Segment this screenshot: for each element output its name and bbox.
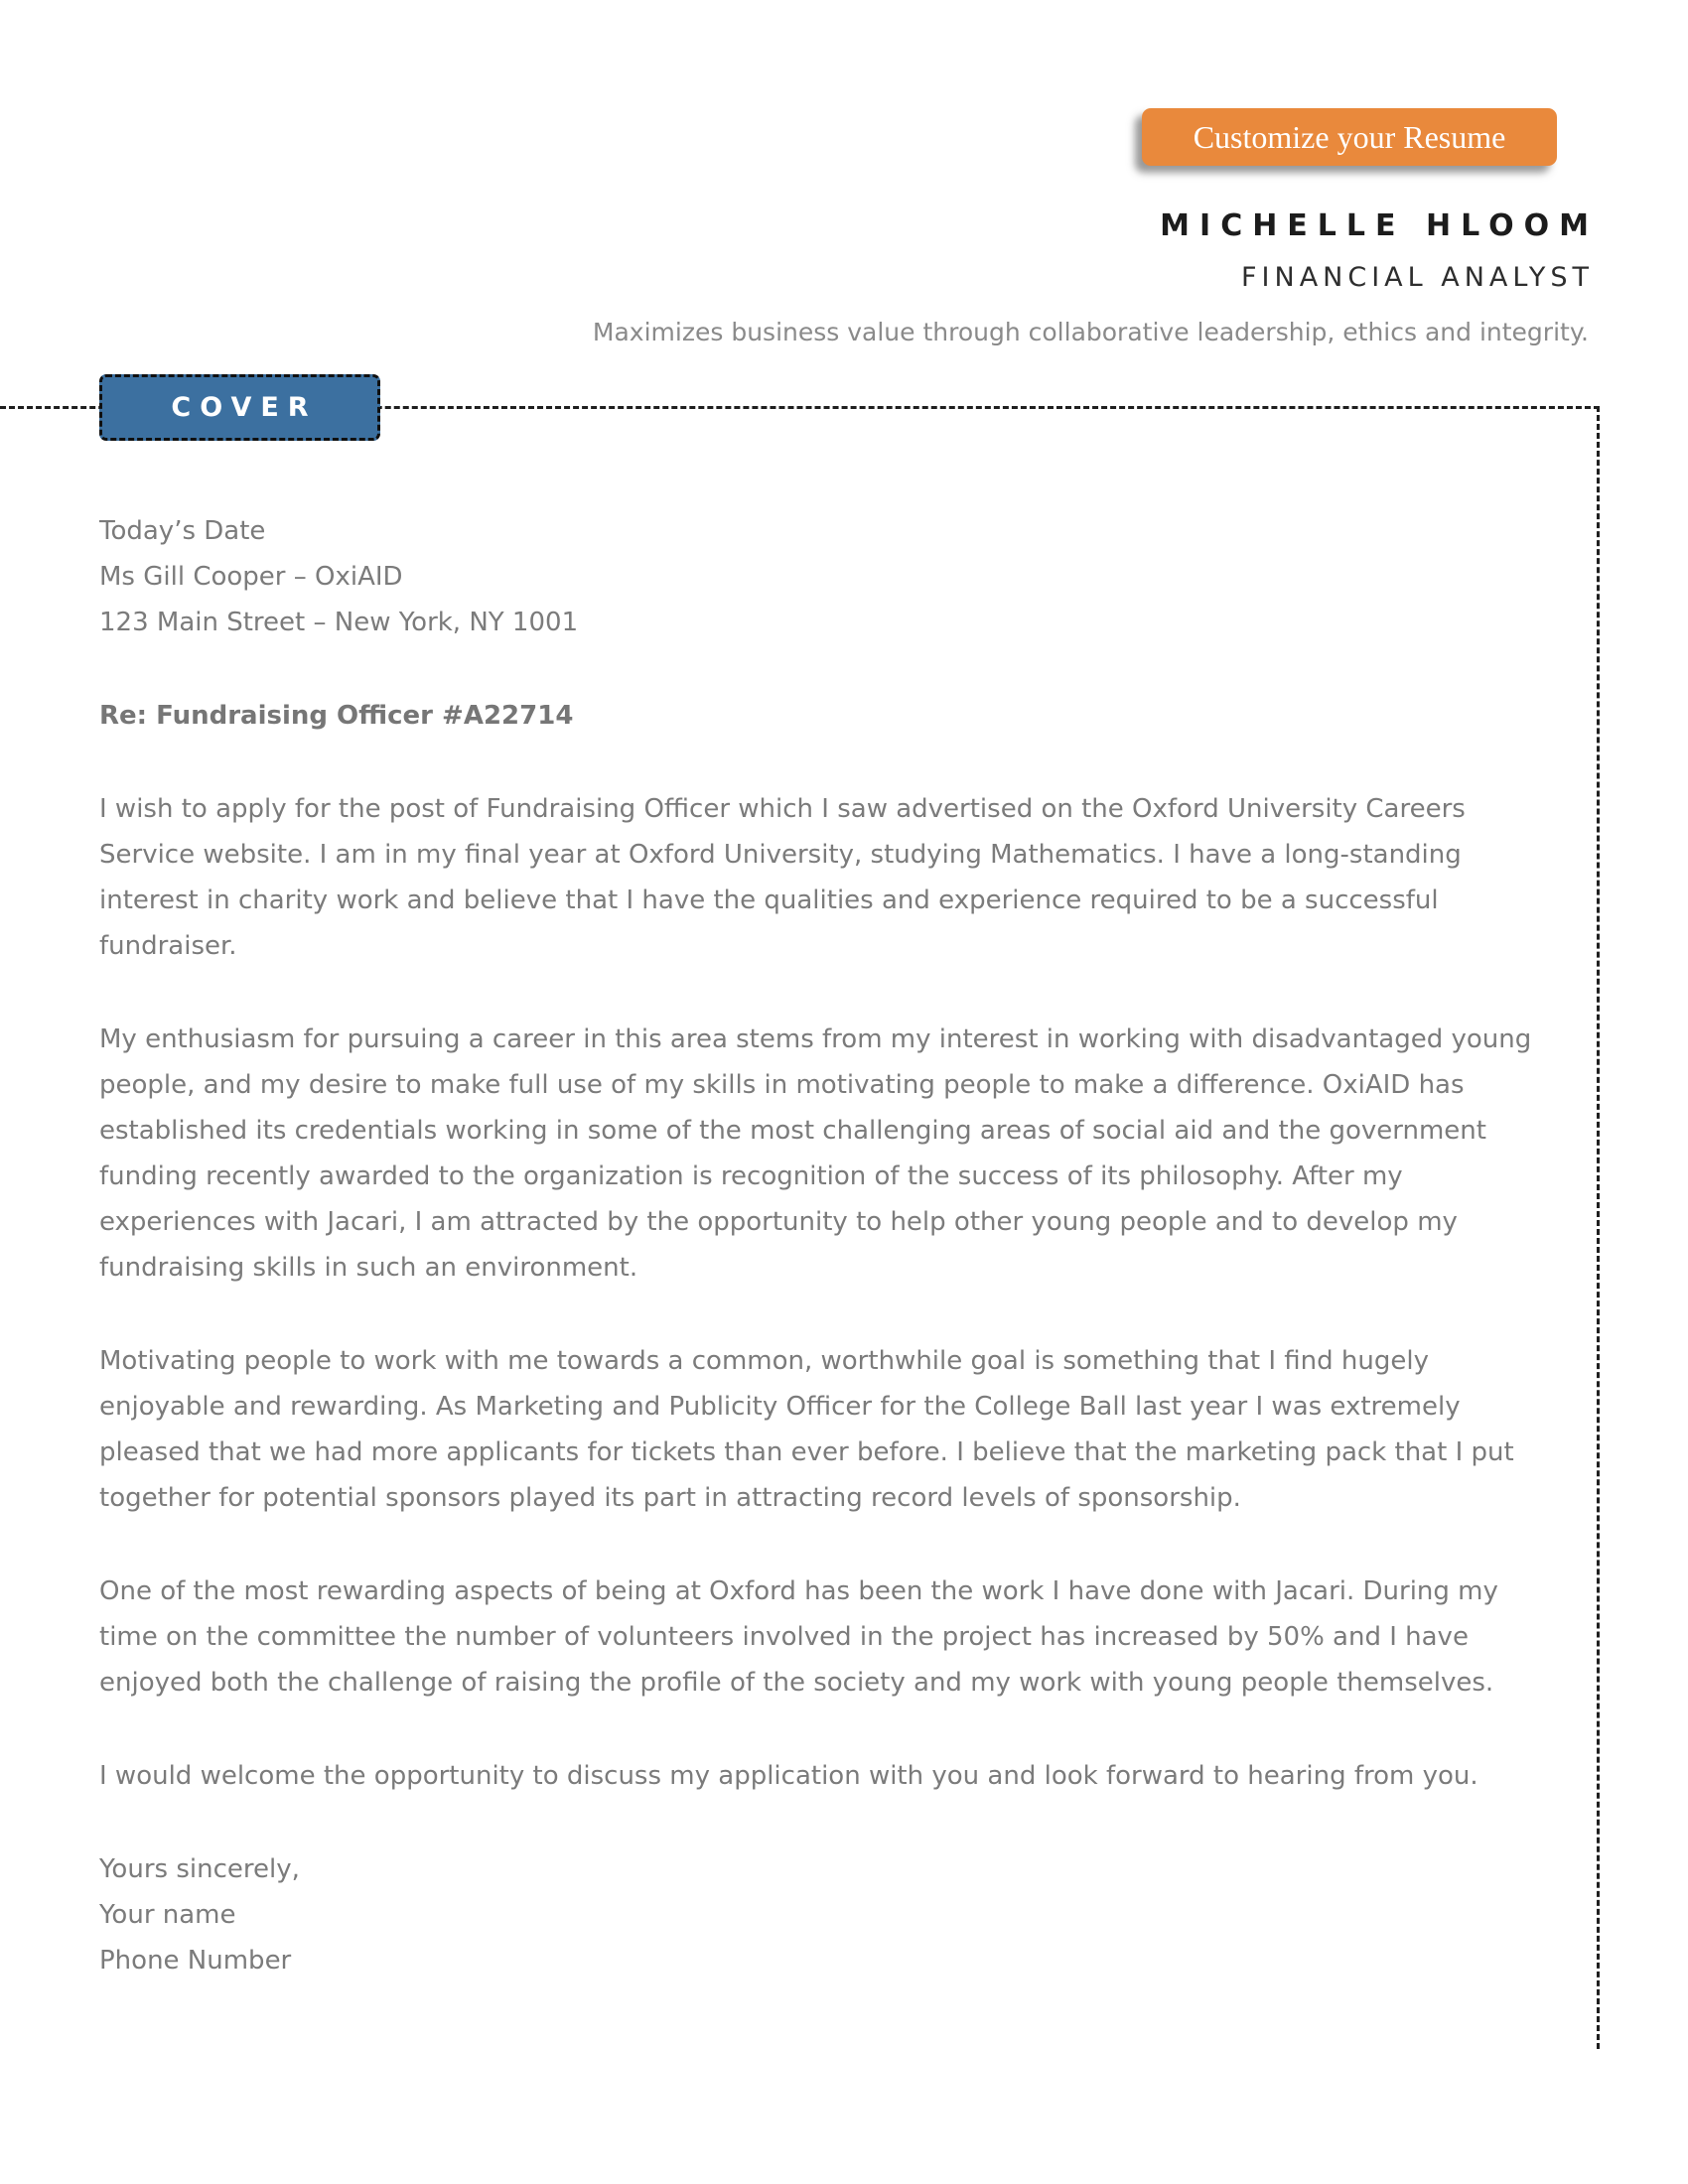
letter-paragraph: Motivating people to work with me towards a common, worthwhile goal is something that I find hugely enjoyable and rewarding. As Marketing and Publicity Officer for the College Ball last year I was extremely pleased that we had more applicants for tickets than ever before. I believe that the marketing pack that I put together for potential sponsors played its part in attracting record levels of sponsorship. xyxy=(99,1346,1514,1513)
subject-line: Re: Fundraising Officer #A22714 xyxy=(99,701,574,731)
person-job-title: FINANCIAL ANALYST xyxy=(1241,262,1594,293)
address-block xyxy=(99,508,1561,645)
person-tagline: Maximizes business value through collaborative leadership, ethics and integrity. xyxy=(592,318,1589,346)
signature-block xyxy=(99,1846,1561,1983)
letter-paragraph: One of the most rewarding aspects of being at Oxford has been the work I have done with Jacari. During my time on the committee the number of volunteers involved in the project has increased by 50% and I have enjoyed both the challenge of raising the profile of the society and my work with young people themselves. xyxy=(99,1576,1498,1698)
person-name: MICHELLE HLOOM xyxy=(1160,208,1599,243)
recipient-line: Ms Gill Cooper – OxiAID xyxy=(99,562,403,592)
recipient-address-line: 123 Main Street – New York, NY 1001 xyxy=(99,608,579,637)
customize-resume-button[interactable]: Customize your Resume xyxy=(1142,108,1557,166)
signature-phone-line: Phone Number xyxy=(99,1946,292,1976)
cover-letter-body xyxy=(99,508,1561,1983)
signature-name-line: Your name xyxy=(99,1900,236,1930)
cover-section-badge: COVER xyxy=(99,374,380,441)
dashed-divider-vertical xyxy=(1597,406,1600,2049)
letter-paragraph: I wish to apply for the post of Fundraising Officer which I saw advertised on the Oxford University Careers Service website. I am in my final year at Oxford University, studying Mathematics. I have a long-standing interest in charity work and believe that I have the qualities and experience required to be a successful fundraiser. xyxy=(99,794,1466,961)
letter-paragraph: I would welcome the opportunity to discuss my application with you and look forward to hearing from you. xyxy=(99,1761,1478,1791)
date-line: Today’s Date xyxy=(99,516,266,546)
letter-paragraph: My enthusiasm for pursuing a career in this area stems from my interest in working with disadvantaged young people, and my desire to make full use of my skills in motivating people to make a difference. OxiAID has established its credentials working in some of the most challenging areas of social aid and the government funding recently awarded to the organization is recognition of the success of its philosophy. After my experiences with Jacari, I am attracted by the opportunity to help other young people and to develop my fundraising skills in such an environment. xyxy=(99,1024,1532,1283)
closing-line: Yours sincerely, xyxy=(99,1854,300,1884)
